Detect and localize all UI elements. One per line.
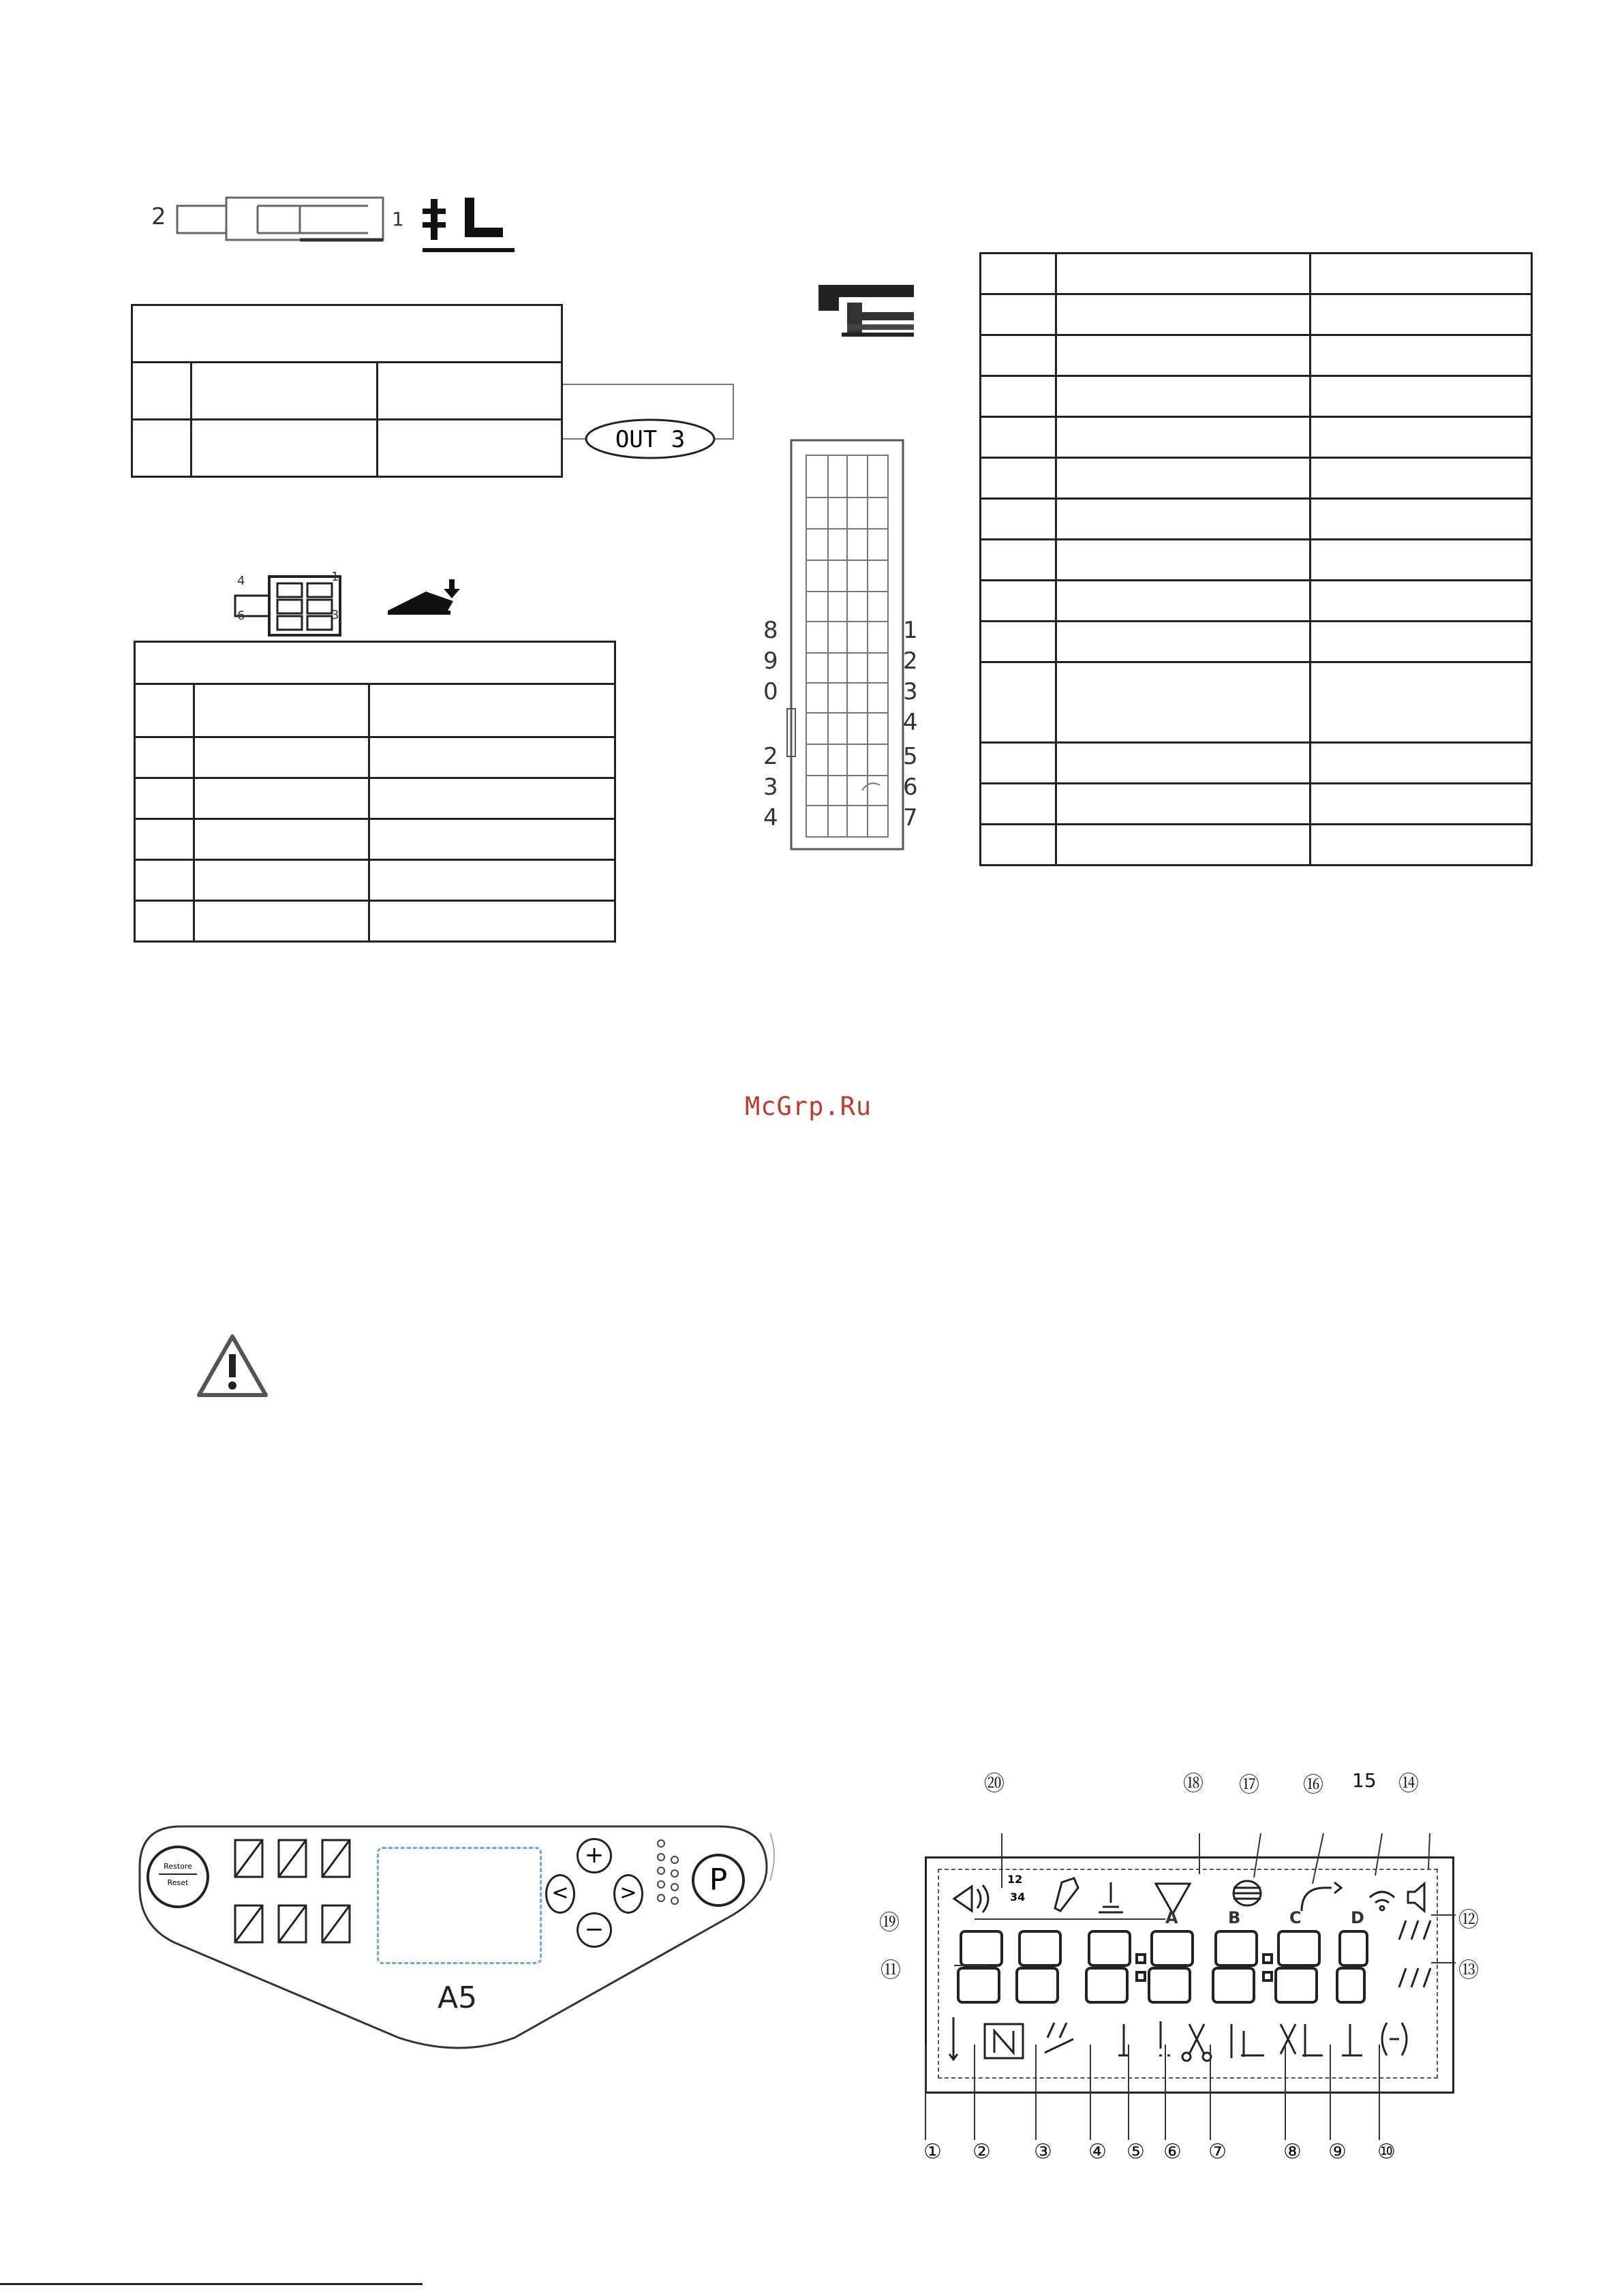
machine-pin-left-0: 0 — [763, 678, 778, 705]
callout-lines — [906, 1799, 1520, 2181]
machine-pin-left-2: 2 — [763, 743, 778, 770]
machine-pin-left-4: 4 — [763, 804, 778, 831]
callout-20: ⑳ — [984, 1772, 1005, 1796]
callout-2: ② — [972, 2140, 991, 2164]
callout-18: ⑱ — [1183, 1772, 1204, 1796]
callout-6: ⑥ — [1163, 2140, 1182, 2164]
lcd-num-12: 12 — [1007, 1873, 1023, 1886]
machine-pin-right-5: 5 — [903, 743, 918, 770]
right-arrow-button[interactable]: > — [613, 1874, 643, 1914]
left-arrow-button[interactable]: < — [545, 1874, 575, 1914]
callout-14: ⑭ — [1398, 1772, 1419, 1796]
out3-label: OUT 3 — [615, 426, 686, 453]
two-pin-connector-icon — [170, 191, 402, 252]
machine-pin-left-3: 3 — [763, 774, 778, 801]
out3-table — [131, 304, 563, 478]
callout-16: ⑯ — [1303, 1773, 1323, 1797]
callout-12: ⑫ — [1458, 1908, 1479, 1932]
out3-wiring — [563, 375, 747, 470]
callout-1: ① — [923, 2140, 942, 2164]
lcd-num-34: 34 — [1010, 1891, 1026, 1903]
pedal-pin-4: 4 — [237, 574, 245, 588]
machine-pin-right-4: 4 — [903, 709, 918, 736]
pedal-icon — [385, 577, 467, 617]
reset-label: Reset — [167, 1878, 189, 1887]
callout-15: 15 — [1352, 1769, 1377, 1792]
callout-4: ④ — [1088, 2140, 1107, 2164]
machine-pin-table — [979, 252, 1533, 866]
sewing-machine-icon — [814, 273, 917, 341]
pedal-pin-6: 6 — [237, 609, 245, 623]
machine-pin-left-8: 8 — [763, 617, 778, 644]
pedal-pin-1: 1 — [331, 570, 339, 584]
warning-triangle-icon — [195, 1332, 270, 1400]
six-pin-connector-icon — [228, 570, 365, 645]
callout-7: ⑦ — [1208, 2140, 1227, 2164]
function-keys — [228, 1835, 365, 1957]
connector-pin-right: 1 — [392, 208, 404, 230]
out3-table-header — [132, 305, 562, 363]
pedal-table-header — [135, 642, 615, 684]
callout-3: ③ — [1034, 2140, 1052, 2164]
restore-reset-button[interactable] — [147, 1846, 209, 1908]
needle-foot-icon — [416, 191, 518, 256]
callout-5: ⑤ — [1127, 2140, 1145, 2164]
pedal-table — [134, 641, 616, 943]
model-label: A5 — [438, 1980, 478, 2015]
machine-pin-right-3: 3 — [903, 678, 918, 705]
callout-13: ⑬ — [1458, 1959, 1479, 1983]
lcd-letter-c: C — [1289, 1908, 1302, 1927]
callout-10: ⑩ — [1377, 2140, 1396, 2164]
callout-11: ⑪ — [880, 1959, 901, 1983]
connector-pin-left: 2 — [151, 203, 166, 230]
lcd-letter-d: D — [1351, 1908, 1364, 1927]
callout-8: ⑧ — [1283, 2140, 1302, 2164]
minus-button[interactable]: − — [577, 1912, 612, 1948]
lcd-letter-b: B — [1228, 1908, 1241, 1927]
plus-button[interactable]: + — [577, 1838, 612, 1873]
machine-pin-right-2: 2 — [903, 647, 918, 675]
callout-19: ⑲ — [879, 1911, 900, 1935]
machine-pin-right-1: 1 — [903, 617, 918, 644]
machine-pin-right-6: 6 — [903, 774, 918, 801]
watermark: McGrp.Ru — [745, 1092, 872, 1121]
indicator-dots — [653, 1838, 687, 1913]
machine-pin-left-9: 9 — [763, 647, 778, 675]
callout-17: ⑰ — [1239, 1773, 1259, 1797]
callout-9: ⑨ — [1328, 2140, 1347, 2164]
p-button[interactable]: P — [692, 1854, 745, 1907]
panel-lcd-window — [377, 1847, 542, 1964]
lcd-letter-a: A — [1165, 1908, 1178, 1927]
pedal-pin-3: 3 — [331, 608, 339, 622]
fourteen-pin-connector-icon — [787, 436, 910, 859]
restore-label: Restore — [164, 1862, 192, 1871]
bottom-rule — [0, 2283, 423, 2285]
machine-pin-right-7: 7 — [903, 804, 918, 831]
